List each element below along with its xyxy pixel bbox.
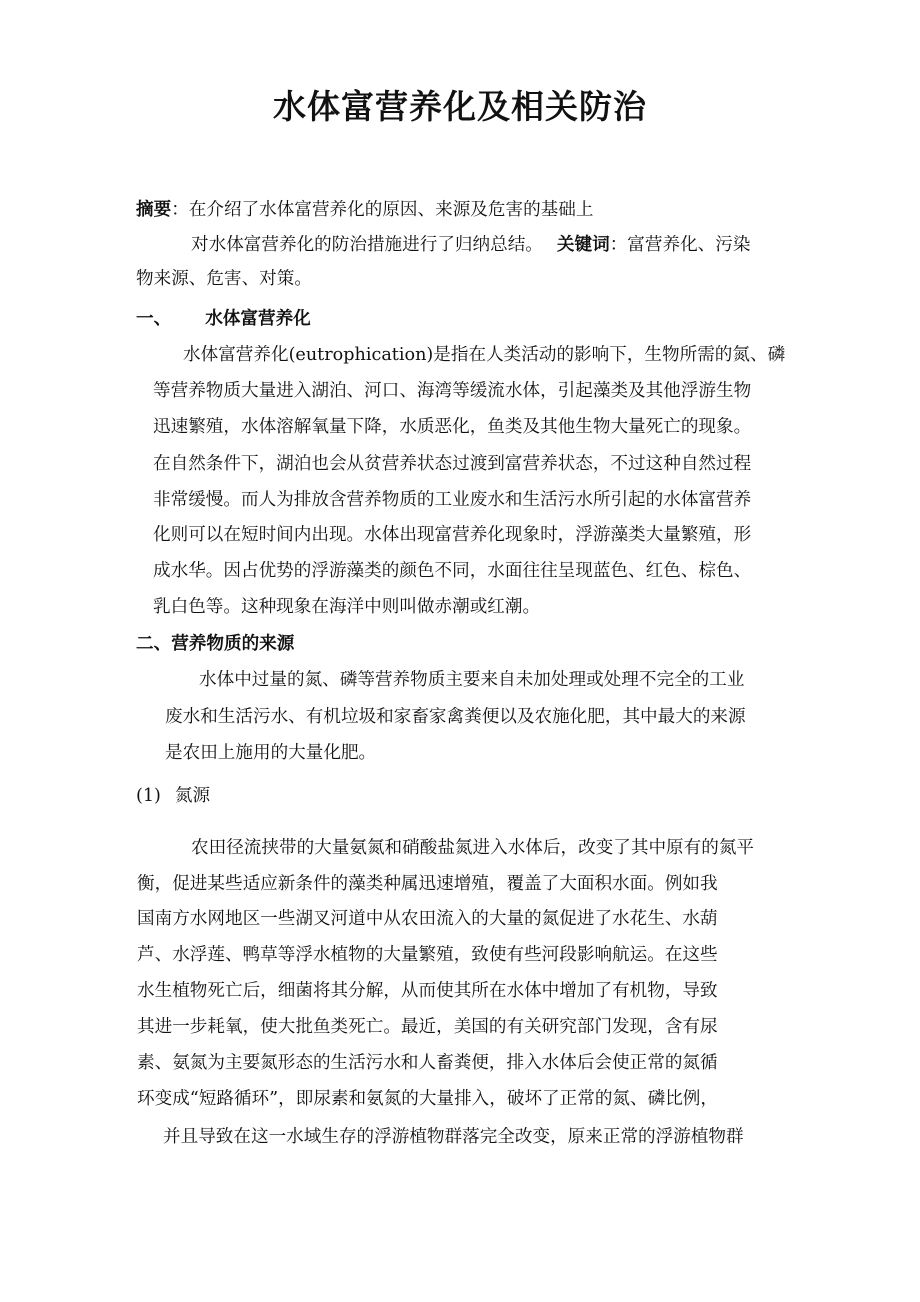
abstract-text-2: 对水体富营养化的防治措施进行了归纳总结。 <box>191 235 543 255</box>
subsection-1-line-1: 农田径流挟带的大量氨氮和硝酸盐氮进入水体后，改变了其中原有的氮平 <box>191 838 755 858</box>
subsection-1-line-6: 其进一步耗氧，使大批鱼类死亡。最近，美国的有关研究部门发现，含有尿 <box>137 1017 718 1037</box>
section-1-line-8: 乳白色等。这种现象在海洋中则叫做赤潮或红潮。 <box>153 597 541 617</box>
section-1-line-5: 非常缓慢。而人为排放含营养物质的工业废水和生活污水所引起的水体富营养 <box>153 490 752 510</box>
subsection-1-line-4: 芦、水浮莲、鸭草等浮水植物的大量繁殖，致使有些河段影响航运。在这些 <box>137 945 718 965</box>
subsection-1-title: 氮源 <box>174 786 211 806</box>
subsection-1-line-7: 素、氨氮为主要氮形态的生活污水和人畜粪便，排入水体后会使正常的氮循 <box>137 1053 718 1073</box>
section-1-heading <box>136 307 311 331</box>
section-1-line-1: 水体富营养化(eutrophication)是指在人类活动的影响下，生物所需的氮、磷 <box>183 345 786 365</box>
section-2-line-3: 是农田上施用的大量化肥。 <box>165 743 377 763</box>
keywords-text: ：富营养化、污染 <box>609 235 751 255</box>
abstract-label: 摘要 <box>136 199 172 220</box>
section-1-line-4: 在自然条件下，湖泊也会从贫营养状态过渡到富营养状态，不过这种自然过程 <box>153 454 752 474</box>
section-1-line-7: 成水华。因占优势的浮游藻类的颜色不同，水面往往呈现蓝色、红色、棕色、 <box>153 561 752 581</box>
subsection-1-number: (1) <box>136 786 161 806</box>
abstract-line-1 <box>136 198 593 222</box>
section-1-number: 一、 <box>136 308 172 329</box>
section-1-line-3: 迅速繁殖，水体溶解氧量下降，水质恶化，鱼类及其他生物大量死亡的现象。 <box>153 417 752 437</box>
section-1-line-2: 等营养物质大量进入湖泊、河口、海湾等缓流水体，引起藻类及其他浮游生物 <box>153 381 752 401</box>
abstract-line-3: 物来源、危害、对策。 <box>136 269 312 289</box>
subsection-1-line-2: 衡，促进某些适应新条件的藻类种属迅速增殖，覆盖了大面积水面。例如我 <box>137 874 718 894</box>
section-1-line-6: 化则可以在短时间内出现。水体出现富营养化现象时，浮游藻类大量繁殖，形 <box>153 525 752 545</box>
keywords-label: 关键词 <box>556 234 610 255</box>
section-2-line-2: 废水和生活污水、有机垃圾和家畜家禽粪便以及农施化肥，其中最大的来源 <box>165 707 746 727</box>
subsection-1-line-8: 环变成“短路循环”，即尿素和氨氮的大量排入，破坏了正常的氮、磷比例， <box>137 1089 718 1109</box>
subsection-1-heading <box>136 784 210 808</box>
section-2-line-1: 水体中过量的氮、磷等营养物质主要来自未加处理或处理不完全的工业 <box>199 670 745 690</box>
section-1-title: 水体富营养化 <box>205 308 311 329</box>
abstract-text-1: ：在介绍了水体富营养化的原因、来源及危害的基础上 <box>171 200 594 220</box>
subsection-1-line-9: 并且导致在这一水域生存的浮游植物群落完全改变，原来正常的浮游植物群 <box>163 1127 744 1147</box>
document-title: 水体富营养化及相关防治 <box>273 87 647 126</box>
subsection-1-line-5: 水生植物死亡后，细菌将其分解，从而使其所在水体中增加了有机物，导致 <box>137 981 718 1001</box>
subsection-1-line-3: 国南方水网地区一些湖叉河道中从农田流入的大量的氮促进了水花生、水葫 <box>137 909 718 929</box>
abstract-line-2 <box>191 233 750 257</box>
section-2-heading: 二、营养物质的来源 <box>136 633 295 654</box>
